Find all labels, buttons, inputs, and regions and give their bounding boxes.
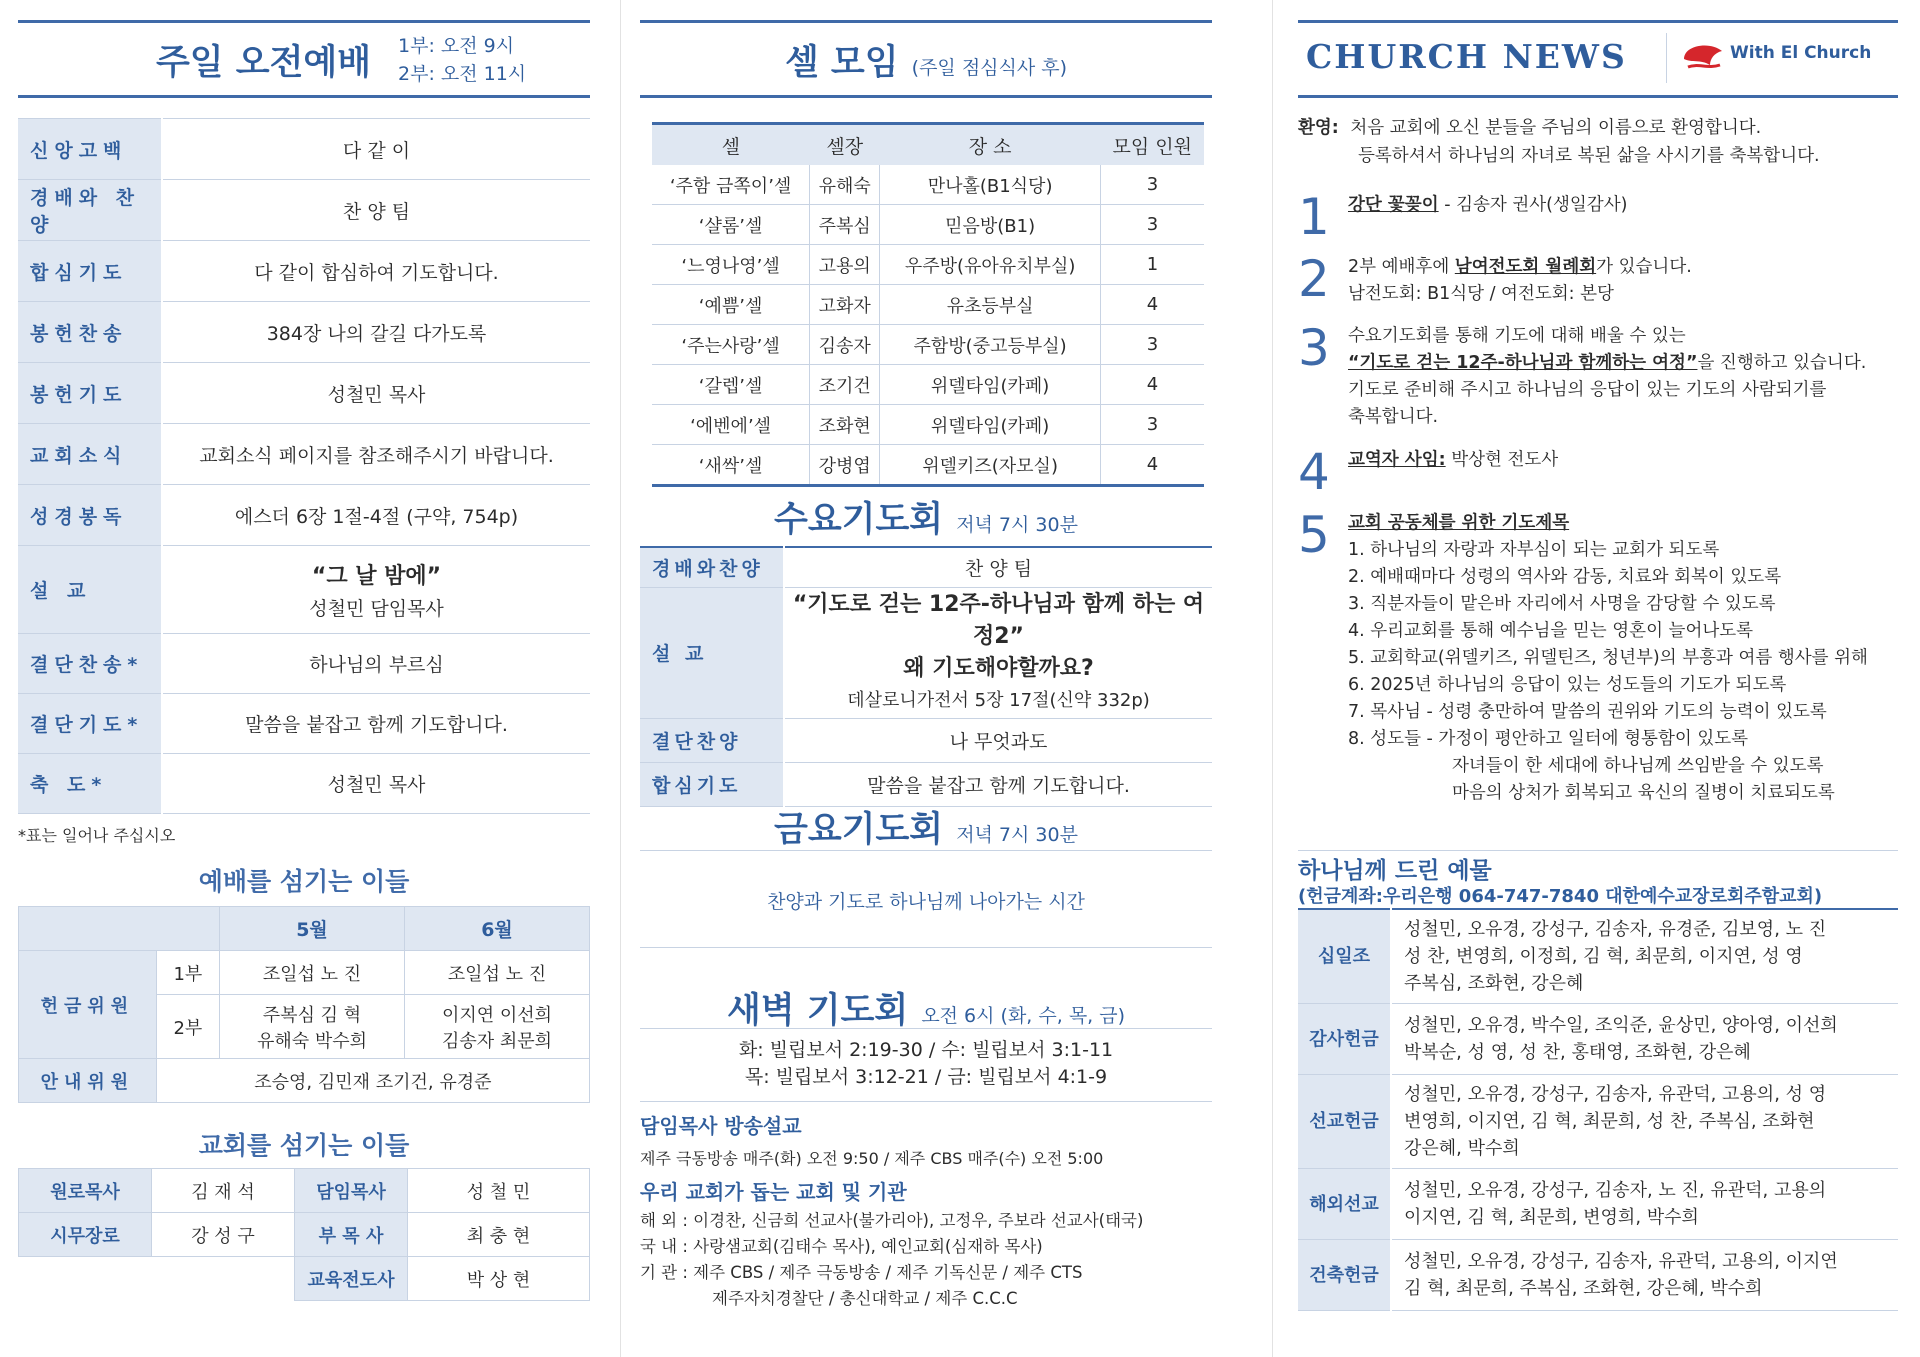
cell-title: 셀 모임 [784, 43, 899, 83]
ushers: 조승영, 김민재 조기건, 유경준 [156, 1059, 589, 1103]
column-divider [1272, 0, 1273, 1357]
offering-row: 해외선교 성철민, 오유경, 강성구, 김송자, 노 진, 유관덕, 고용의 이지연, 김 혁, 최문희, 변영희, 박수희 [1298, 1169, 1898, 1240]
wed-title: 수요기도회 [774, 500, 944, 540]
servers-table [18, 906, 590, 1103]
fri-time: 저녁 7시 30분 [956, 824, 1078, 846]
order-value: 다 같 이 [162, 119, 590, 180]
dawn-header [640, 983, 1212, 1033]
column-right [1298, 0, 1898, 1357]
order-label: 결단찬송* [18, 634, 162, 694]
wed-scripture: 데살로니가전서 5장 17절(신약 332p) [847, 689, 1150, 711]
news-header [1298, 20, 1898, 98]
fri-header [640, 802, 1212, 852]
item-number: 2 [1298, 250, 1330, 308]
offering-row: 선교헌금 성철민, 오유경, 강성구, 김송자, 유관덕, 고용의, 성 영 변영희, 이지연, 김 혁, 최문희, 성 찬, 주복심, 조화현 강은혜, 박수희 [1298, 1075, 1898, 1169]
prayer-item: 1. 하나님의 자랑과 자부심이 되는 교회가 되도록 [1348, 540, 1720, 560]
sermon-preacher: 성철민 담임목사 [309, 597, 444, 620]
church-servers-table: 원로목사 김 재 석 담임목사 성 철 민 시무장로 강 성 구 부 목 사 최 충 현 교육전도사 박 상 현 [18, 1168, 590, 1301]
prayer-item: 5. 교회학교(위델키즈, 위델틴즈, 청년부)의 부흥과 여름 행사를 위해 [1348, 648, 1868, 668]
order-row [18, 546, 590, 634]
prayer-item: 7. 목사님 - 성령 충만하여 말씀의 권위와 기도의 능력이 있도록 [1348, 702, 1827, 722]
order-row [18, 754, 590, 814]
order-label: 설 교 [18, 546, 162, 634]
news-item: 4 교역자 사임: 박상현 전도사 [1298, 443, 1559, 501]
service-time-2: 2부: 오전 11시 [398, 63, 527, 85]
order-value: 말씀을 붙잡고 함께 기도합니다. [162, 694, 590, 754]
order-row [18, 180, 590, 241]
prayer-item: 4. 우리교회를 통해 예수님을 믿는 영혼이 늘어나도록 [1348, 621, 1754, 641]
order-row [18, 634, 590, 694]
part-2: 2부 [156, 995, 219, 1059]
wed-sermon-sub: 왜 기도해야할까요? [903, 655, 1094, 681]
offering-row: 건축헌금 성철민, 오유경, 강성구, 김송자, 유관덕, 고용의, 이지연 김 혁, 최문희, 주복심, 조화현, 강은혜, 박수희 [1298, 1240, 1898, 1311]
order-value: 다 같이 합심하여 기도합니다. [162, 241, 590, 302]
order-row [18, 363, 590, 424]
item-number: 3 [1298, 319, 1330, 377]
prayer-item: 마음의 상처가 회복되고 육신의 질병이 치료되도록 [1452, 783, 1835, 803]
offering-title: 하나님께 드린 예물 [1298, 858, 1492, 884]
order-value: 성철민 목사 [162, 363, 590, 424]
offering-row: 감사헌금 성철민, 오유경, 박수일, 조익준, 윤상민, 양아영, 이선희 박복순, 성 영, 성 찬, 홍태영, 조화현, 강은혜 [1298, 1004, 1898, 1075]
order-row [18, 119, 590, 180]
fri-title: 금요기도회 [774, 810, 944, 850]
wed-table: 경배와찬양 찬 양 팀 설 교 “기도로 걷는 12주-하나님과 함께 하는 여정2” 왜 기도해야할까요? 데살로니가전서 5장 17절(신약 332p) 결단찬양 나 무엇과도 합심기도 말씀을 붙잡고 함께 기도합니다. [640, 546, 1212, 807]
support-list: 해 외 : 이경찬, 신금희 선교사(불가리아), 고정우, 주보라 선교사(태국) 국 내 : 사랑샘교회(김태수 목사), 예인교회(심재하 목사) 기 관 : 제주 CBS / 제주 극동방송 / 제주 기독신문 / 제주 CTS 제주자치경찰단 / 총신대학교 / 제주 C.C.C [640, 1211, 1144, 1308]
broadcast-title: 담임목사 방송설교 [640, 1114, 802, 1138]
dawn-time: 오전 6시 (화, 수, 목, 금) [921, 1005, 1126, 1027]
cell-row: ‘에벤에’셀 조화현 위델타임(카페) 3 [652, 405, 1204, 445]
may-part1: 조일섭 노 진 [220, 951, 405, 995]
cell-row: ‘주는사랑’셀 김송자 주함방(중고등부실) 3 [652, 325, 1204, 365]
order-label: 성경봉독 [18, 485, 162, 546]
order-label: 결단기도* [18, 694, 162, 754]
support-title: 우리 교회가 돕는 교회 및 기관 [640, 1180, 907, 1204]
offering-row: 십일조 성철민, 오유경, 강성구, 김송자, 유경준, 김보영, 노 진 성 찬, 변영희, 이정희, 김 혁, 최문희, 이지연, 성 영 주복심, 조화현, 강은혜 [1298, 909, 1898, 1004]
order-row [18, 241, 590, 302]
wed-sermon-title: “기도로 걷는 12주-하나님과 함께 하는 여정2” [792, 591, 1205, 649]
church-servers-title: 교회를 섬기는 이들 [198, 1131, 410, 1160]
prayer-item: 자녀들이 한 세대에 하나님께 쓰임받을 수 있도록 [1452, 756, 1824, 776]
sermon-title: “그 날 밤에” [311, 563, 442, 589]
offering-table [1298, 908, 1898, 1311]
offering-account: (헌금계좌:우리은행 064-747-7840 대한예수교장로회주함교회) [1298, 886, 1823, 907]
dawn-title: 새벽 기도회 [726, 991, 909, 1031]
news-title: CHURCH NEWS [1306, 37, 1627, 76]
order-row [18, 424, 590, 485]
service-header [18, 20, 590, 98]
offering-committee-label: 헌금위원 [19, 951, 157, 1059]
column-left [18, 0, 590, 1357]
news-item: 1 강단 꽃꽂이 - 김송자 권사(생일감사) [1298, 188, 1628, 246]
cell-row: ‘새싹’셀 강병엽 위델키즈(자모실) 4 [652, 445, 1204, 486]
order-row [18, 694, 590, 754]
prayer-item: 2. 예배때마다 성령의 역사와 감동, 치료와 회복이 있도록 [1348, 567, 1782, 587]
servers-title: 예배를 섬기는 이들 [198, 867, 410, 896]
order-label: 축 도* [18, 754, 162, 814]
column-divider [620, 0, 621, 1357]
order-label: 경배와 찬양 [18, 180, 162, 241]
order-value: 교회소식 페이지를 참조해주시기 바랍니다. [162, 424, 590, 485]
cell-row: ‘예쁨’셀 고화자 유초등부실 4 [652, 285, 1204, 325]
cell-table: 셀 셀장 장 소 모임 인원 ‘주함 금쪽이’셀 유해숙 만나홀(B1식당) 3 ‘샬롬’셀 주복심 믿음방(B1) 3 ‘느영나영’셀 고용의 우주방(유아유치부실) 1 ‘예쁨’셀 고화자 유초등부실 4 ‘주는사랑’셀 김송자 주함방(중고등부실) 3 ‘갈렙’셀 조기건 위델타임(카페) 4 ‘에벤에’셀 조화현 위델타임(카페) 3 ‘새싹’셀 강병엽 위델키즈(자모실) 4 [652, 122, 1204, 487]
service-time-1: 1부: 오전 9시 [398, 35, 515, 57]
service-title: 주일 오전예배 [156, 43, 372, 83]
broadcast-text: 제주 극동방송 매주(화) 오전 9:50 / 제주 CBS 매주(수) 오전 5:00 [640, 1149, 1104, 1168]
prayer-item: 3. 직분자들이 맡은바 자리에서 사명을 감당할 수 있도록 [1348, 594, 1776, 614]
item-number: 4 [1298, 443, 1330, 501]
order-value: 찬 양 팀 [162, 180, 590, 241]
order-value [162, 546, 590, 634]
order-value: 384장 나의 갈길 다가도록 [162, 302, 590, 363]
order-of-worship [18, 118, 590, 814]
cell-header [640, 20, 1212, 98]
fri-desc: 찬양과 기도로 하나님께 나아가는 시간 [767, 891, 1085, 913]
may-part2: 주복심 김 혁 유해숙 박수희 [220, 995, 405, 1059]
cell-row: ‘갈렙’셀 조기건 위델타임(카페) 4 [652, 365, 1204, 405]
item-number: 5 [1298, 506, 1330, 564]
prayer-item: 6. 2025년 하나님의 응답이 있는 성도들의 기도가 되도록 [1348, 675, 1787, 695]
standing-note: *표는 일어나 주십시오 [18, 826, 176, 845]
dawn-line-2: 목: 빌립보서 3:12-21 / 금: 빌립보서 4:1-9 [744, 1066, 1108, 1088]
news-item: 3 수요기도회를 통해 기도에 대해 배울 수 있는 “기도로 걷는 12주-하나님과 함께하는 여정”을 진행하고 있습니다. 기도로 준비해 주시고 하나님의 응답이 있는 기도의 사람되기를 축복합니다. [1298, 319, 1867, 427]
order-label: 봉헌기도 [18, 363, 162, 424]
cell-row: ‘느영나영’셀 고용의 우주방(유아유치부실) 1 [652, 245, 1204, 285]
prayer-item: 8. 성도들 - 가정이 평안하고 일터에 형통함이 있도록 [1348, 729, 1749, 749]
june-part2: 이지연 이선희 김송자 최문희 [405, 995, 590, 1059]
item-number: 1 [1298, 188, 1330, 246]
dawn-line-1: 화: 빌립보서 2:19-30 / 수: 빌립보서 3:1-11 [738, 1039, 1114, 1061]
wed-time: 저녁 7시 30분 [956, 514, 1078, 536]
month-june: 6월 [405, 907, 590, 951]
month-may: 5월 [220, 907, 405, 951]
news-item: 2 2부 예배후에 남여전도회 월례회가 있습니다. 남전도회: B1식당 / 여전도회: 본당 [1298, 250, 1692, 308]
church-logo-icon [1680, 39, 1726, 81]
order-value: 에스더 6장 1절-4절 (구약, 754p) [162, 485, 590, 546]
news-item: 5 교회 공동체를 위한 기도제목 1. 하나님의 자랑과 자부심이 되는 교회가 되도록 2. 예배때마다 성령의 역사와 감동, 치료와 회복이 있도록 3. 직분자들이 맡은바 자리에서 사명을 감당할 수 있도록 4. 우리교회를 통해 예수님을 믿는 영혼이 늘어나도록 5. 교회학교(위델키즈, 위델틴즈, 청년부)의 부흥과 여름 행사를 위해 6. 2025년 하나님의 응답이 있는 성도들의 기도가 되도록 7. 목사님 - 성령 충만하여 말씀의 권위와 기도의 능력이 있도록 8. 성도들 - 가정이 평안하고 일터에 형통함이 있도록 자녀들이 한 세대에 하나님께 쓰임받을 수 있도록 마음의 상처가 회복되고 육신의 질병이 치료되도록 [1298, 510, 1898, 810]
order-label: 교회소식 [18, 424, 162, 485]
order-label: 신앙고백 [18, 119, 162, 180]
cell-subtitle: (주일 점심식사 후) [911, 57, 1068, 79]
order-row [18, 485, 590, 546]
order-value: 성철민 목사 [162, 754, 590, 814]
order-label: 합심기도 [18, 241, 162, 302]
order-row [18, 302, 590, 363]
order-label: 봉헌찬송 [18, 302, 162, 363]
column-middle [640, 0, 1212, 1357]
june-part1: 조일섭 노 진 [405, 951, 590, 995]
order-value: 하나님의 부르심 [162, 634, 590, 694]
wed-header [640, 492, 1212, 542]
logo-text: With El Church [1730, 43, 1872, 63]
usher-label: 안내위원 [19, 1059, 157, 1103]
welcome: 환영: 처음 교회에 오신 분들을 주님의 이름으로 환영합니다. 등록하셔서 하나님의 자녀로 복된 삶을 사시기를 축복합니다. [1298, 118, 1820, 166]
cell-row: ‘주함 금쪽이’셀 유해숙 만나홀(B1식당) 3 [652, 165, 1204, 205]
cell-row: ‘샬롬’셀 주복심 믿음방(B1) 3 [652, 205, 1204, 245]
part-1: 1부 [156, 951, 219, 995]
